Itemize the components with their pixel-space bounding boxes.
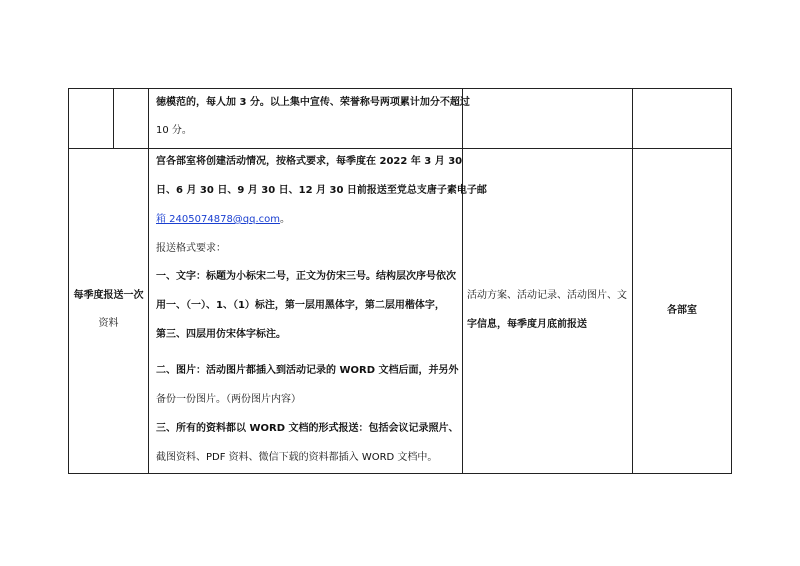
- row1-text-line-1: 徳模范的，每人加 3 分。以上集中宣传、荣誉称号两项累计加分不超过: [156, 97, 470, 108]
- column-divider-1: [148, 88, 149, 474]
- requirement-line-11: 截图资料、PDF 资料、微信下载的资料都插入 WORD 文档中。: [156, 452, 438, 463]
- frequency-label-line-2: 资料: [98, 318, 119, 329]
- requirement-line-1: 宫各部室将创建活动情况，按格式要求，每季度在 2022 年 3 月 30: [156, 156, 463, 167]
- requirement-line-3-tail: 。: [280, 214, 291, 225]
- department-cell: 各部室: [667, 305, 697, 316]
- requirement-line-5: 一、文字：标题为小标宋二号，正文为仿宋三号。结构层次序号依次: [156, 271, 456, 282]
- table-border-left: [68, 88, 69, 474]
- requirement-line-8: 二、图片：活动图片都插入到活动记录的 WORD 文档后面，并另外: [156, 365, 459, 376]
- column-divider-3: [632, 88, 633, 474]
- row1-text-line-2: 10 分。: [156, 125, 192, 136]
- frequency-label-line-1: 每季度报送一次: [73, 290, 144, 301]
- email-link[interactable]: 箱 2405074878@qq.com: [156, 214, 281, 225]
- materials-line-2: 字信息，每季度月底前报送: [467, 319, 587, 330]
- requirement-line-10: 三、所有的资料都以 WORD 文档的形式报送：包括会议记录照片、: [156, 423, 459, 434]
- requirement-line-7: 第三、四层用仿宋体字标注。: [156, 329, 286, 340]
- requirement-line-6: 用一、（一）、1、（1）标注，第一层用黑体字，第二层用楷体字，: [156, 300, 445, 311]
- requirement-line-3: [156, 214, 290, 226]
- table-border-right: [731, 88, 732, 474]
- materials-line-1: 活动方案、活动记录、活动图片、文: [467, 290, 627, 301]
- column-divider-2: [462, 88, 463, 474]
- requirement-line-2: 日、6 月 30 日、9 月 30 日、12 月 30 日前报送至党总支唐子素电子邮: [156, 185, 487, 196]
- requirement-line-4: 报送格式要求：: [156, 243, 226, 254]
- requirement-line-9: 备份一份图片。（两份图片内容）: [156, 394, 301, 405]
- column-divider-row1: [113, 88, 114, 148]
